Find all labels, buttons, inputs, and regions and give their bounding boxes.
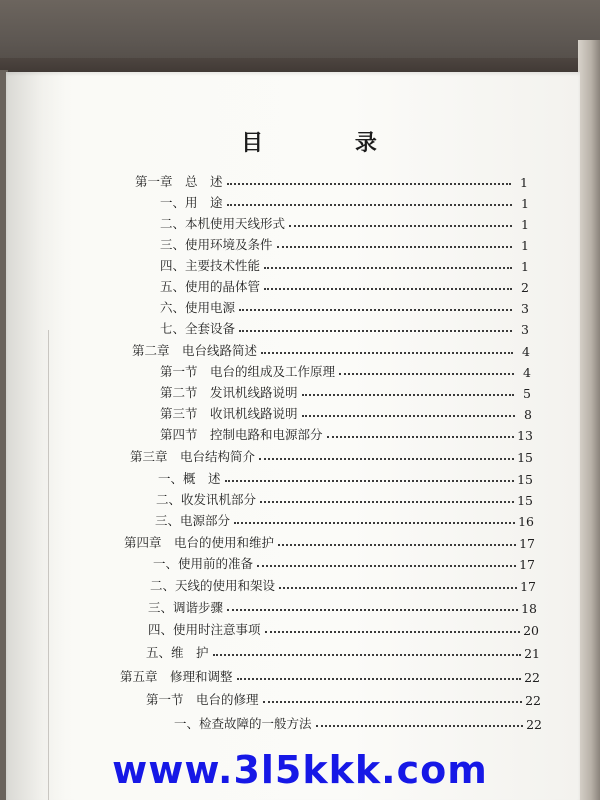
toc-entry-page: 17 bbox=[519, 536, 535, 551]
toc-entry-page: 1 bbox=[521, 259, 529, 274]
toc-entry bbox=[135, 170, 528, 190]
leader-dots bbox=[263, 701, 523, 703]
toc-entry-page: 1 bbox=[521, 196, 529, 211]
toc-entry-page: 13 bbox=[517, 428, 533, 443]
toc-entry-page: 22 bbox=[525, 693, 541, 708]
toc-entry bbox=[132, 339, 530, 359]
toc-entry-page: 2 bbox=[521, 280, 529, 295]
toc-entry-label: 一、检查故障的一般方法 bbox=[174, 716, 312, 731]
toc-entry-label: 一、用 途 bbox=[160, 195, 223, 210]
toc-entry-label: 三、电源部分 bbox=[155, 513, 231, 528]
toc-entry bbox=[160, 360, 531, 380]
leader-dots bbox=[239, 330, 512, 332]
toc-entry bbox=[160, 402, 532, 422]
toc-entry-label: 二、本机使用天线形式 bbox=[160, 216, 286, 231]
toc-entry-label: 五、使用的晶体管 bbox=[160, 279, 261, 294]
toc-entry-page: 8 bbox=[524, 407, 532, 422]
toc-entry-label: 四、使用时注意事项 bbox=[148, 622, 261, 637]
leader-dots bbox=[302, 394, 514, 396]
toc-entry bbox=[146, 641, 540, 661]
toc-entry bbox=[160, 254, 529, 274]
leader-dots bbox=[327, 436, 515, 438]
toc-entry-label: 一、使用前的准备 bbox=[153, 556, 254, 571]
leader-dots bbox=[289, 225, 512, 227]
toc-entry-label: 三、调谐步骤 bbox=[148, 600, 224, 615]
leader-dots bbox=[257, 565, 516, 567]
toc-entry bbox=[160, 381, 531, 401]
leader-dots bbox=[239, 309, 512, 311]
site-watermark: www.3l5kkk.com bbox=[112, 748, 488, 792]
leader-dots bbox=[339, 373, 514, 375]
toc-entry-page: 4 bbox=[523, 365, 531, 380]
toc-entry-page: 4 bbox=[522, 344, 530, 359]
page-title: 目 录 bbox=[241, 130, 419, 156]
toc-entry-label: 四、主要技术性能 bbox=[160, 258, 261, 273]
toc-entry-page: 22 bbox=[526, 717, 542, 732]
toc-entry-page: 3 bbox=[521, 322, 529, 337]
leader-dots bbox=[261, 352, 513, 354]
toc-entry-page: 17 bbox=[520, 579, 536, 594]
page-gutter-shadow bbox=[6, 72, 66, 800]
toc-entry-label: 二、收发讯机部分 bbox=[156, 492, 257, 507]
toc-entry-label: 第三节 收讯机线路说明 bbox=[160, 406, 298, 421]
leader-dots bbox=[237, 678, 522, 680]
toc-entry bbox=[146, 688, 541, 708]
toc-entry-label: 第一章 总 述 bbox=[135, 174, 223, 189]
toc-entry-page: 5 bbox=[523, 386, 531, 401]
toc-entry-page: 20 bbox=[523, 623, 539, 638]
toc-entry-page: 1 bbox=[520, 175, 528, 190]
toc-entry bbox=[148, 618, 539, 638]
toc-entry bbox=[160, 233, 529, 253]
toc-entry bbox=[160, 423, 533, 443]
toc-entry-page: 18 bbox=[521, 601, 537, 616]
binding-fold bbox=[48, 330, 49, 800]
leader-dots bbox=[264, 288, 512, 290]
toc-entry-label: 三、使用环境及条件 bbox=[160, 237, 273, 252]
toc-entry-label: 第二章 电台线路简述 bbox=[132, 343, 258, 358]
toc-entry-page: 17 bbox=[519, 557, 535, 572]
toc-entry-label: 第四章 电台的使用和维护 bbox=[124, 535, 275, 550]
toc-entry bbox=[160, 275, 529, 295]
toc-entry-label: 第二节 发讯机线路说明 bbox=[160, 385, 298, 400]
toc-entry-label: 第一节 电台的修理 bbox=[146, 692, 259, 707]
leader-dots bbox=[260, 501, 514, 503]
leader-dots bbox=[227, 204, 512, 206]
page-stack-edge bbox=[578, 40, 600, 800]
leader-dots bbox=[227, 609, 518, 611]
leader-dots bbox=[264, 267, 512, 269]
toc-entry bbox=[153, 552, 535, 572]
toc-entry bbox=[130, 445, 533, 465]
leader-dots bbox=[259, 458, 514, 460]
leader-dots bbox=[213, 654, 522, 656]
toc-entry-page: 15 bbox=[517, 472, 533, 487]
toc-entry bbox=[158, 467, 533, 487]
toc-entry-page: 15 bbox=[517, 450, 533, 465]
leader-dots bbox=[234, 522, 515, 524]
leader-dots bbox=[278, 544, 516, 546]
leader-dots bbox=[316, 725, 524, 727]
toc-entry-label: 一、概 述 bbox=[158, 471, 221, 486]
toc-entry-page: 21 bbox=[524, 646, 540, 661]
toc-entry bbox=[160, 317, 529, 337]
toc-entry bbox=[160, 191, 529, 211]
toc-entry-label: 第一节 电台的组成及工作原理 bbox=[160, 364, 336, 379]
toc-entry bbox=[155, 509, 534, 529]
leader-dots bbox=[279, 587, 517, 589]
leader-dots bbox=[265, 631, 521, 633]
toc-entry bbox=[124, 531, 535, 551]
toc-entry-page: 3 bbox=[521, 301, 529, 316]
toc-entry bbox=[160, 296, 529, 316]
toc-entry-page: 15 bbox=[517, 493, 533, 508]
toc-entry-label: 七、全套设备 bbox=[160, 321, 236, 336]
toc-entry-label: 五、维 护 bbox=[146, 645, 209, 660]
leader-dots bbox=[277, 246, 512, 248]
toc-entry-label: 第三章 电台结构简介 bbox=[130, 449, 256, 464]
toc-entry bbox=[148, 596, 537, 616]
toc-entry-label: 第四节 控制电路和电源部分 bbox=[160, 427, 323, 442]
toc-entry bbox=[174, 712, 542, 732]
leader-dots bbox=[302, 415, 515, 417]
toc-entry-label: 六、使用电源 bbox=[160, 300, 236, 315]
leader-dots bbox=[225, 480, 515, 482]
toc-entry-label: 二、天线的使用和架设 bbox=[150, 578, 276, 593]
toc-entry-page: 16 bbox=[518, 514, 534, 529]
toc-entry bbox=[160, 212, 529, 232]
toc-entry bbox=[156, 488, 533, 508]
toc-entry bbox=[120, 665, 540, 685]
toc-entry-page: 1 bbox=[521, 217, 529, 232]
toc-entry bbox=[150, 574, 536, 594]
toc-entry-page: 1 bbox=[521, 238, 529, 253]
toc-entry-page: 22 bbox=[524, 670, 540, 685]
leader-dots bbox=[227, 183, 511, 185]
toc-entry-label: 第五章 修理和调整 bbox=[120, 669, 233, 684]
